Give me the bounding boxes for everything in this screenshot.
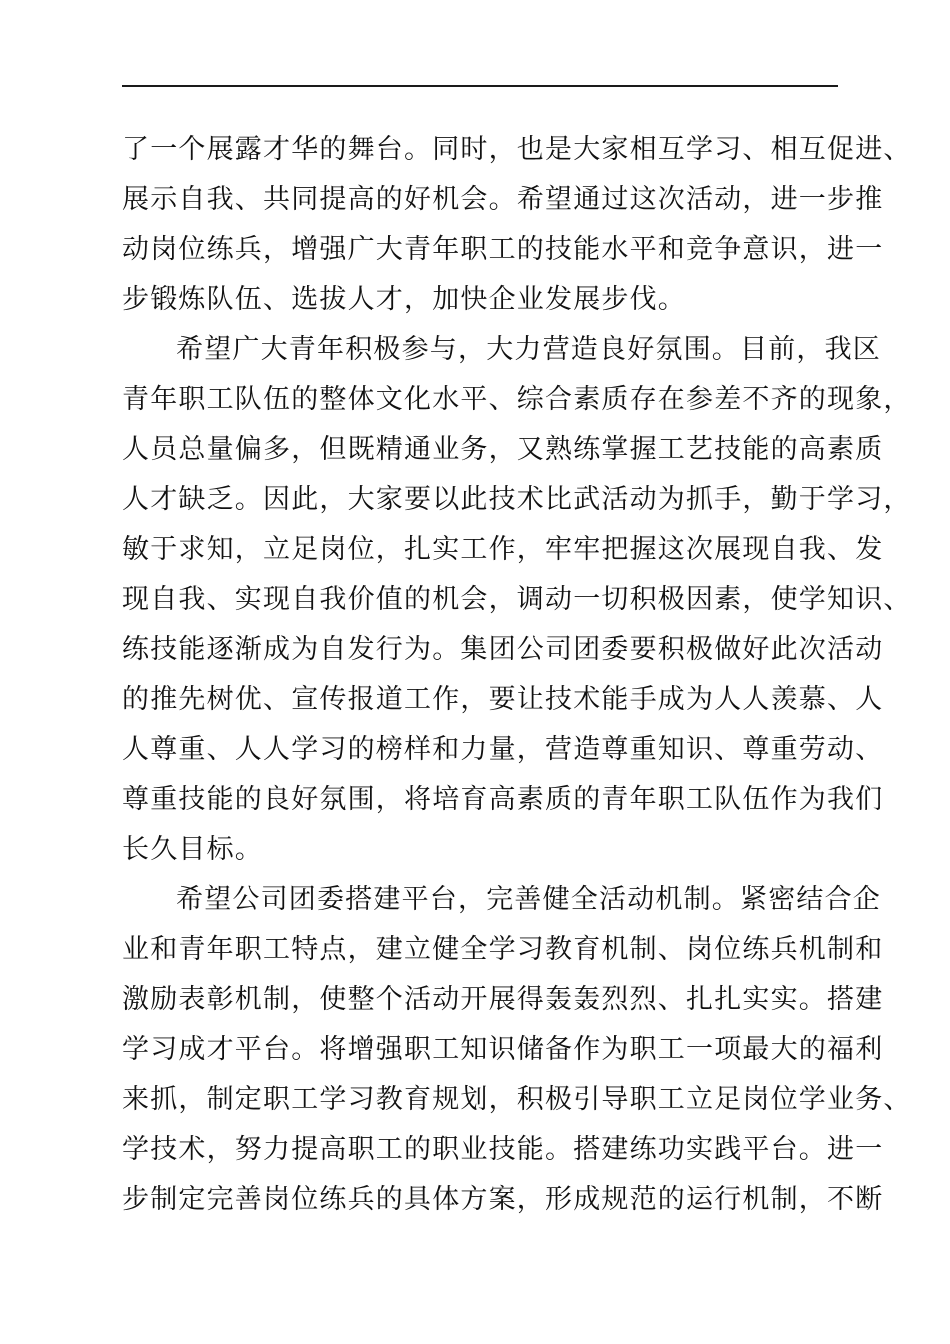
text-line: 现自我、实现自我价值的机会，调动一切积极因素，使学知识、 [122,584,912,615]
text-line: 动岗位练兵，增强广大青年职工的技能水平和竞争意识，进一 [122,234,884,265]
text-line: 人才缺乏。因此，大家要以此技术比武活动为抓手，勤于学习， [122,484,912,515]
text-line: 了一个展露才华的舞台。同时，也是大家相互学习、相互促进、 [122,134,912,165]
text-line: 人员总量偏多，但既精通业务，又熟练掌握工艺技能的高素质 [122,434,884,465]
text-line: 来抓，制定职工学习教育规划，积极引导职工立足岗位学业务、 [122,1084,912,1115]
text-line: 步锻炼队伍、选拔人才，加快企业发展步伐。 [122,284,686,315]
text-line: 学习成才平台。将增强职工知识储备作为职工一项最大的福利 [122,1034,884,1065]
text-line: 长久目标。 [122,834,263,865]
text-line: 人尊重、人人学习的榜样和力量，营造尊重知识、尊重劳动、 [122,734,884,765]
text-line: 学技术，努力提高职工的职业技能。搭建练功实践平台。进一 [122,1134,884,1165]
text-line: 业和青年职工特点，建立健全学习教育机制、岗位练兵机制和 [122,934,884,965]
paragraph-start-line: 希望公司团委搭建平台，完善健全活动机制。紧密结合企 [176,884,881,915]
header-rule [122,85,838,87]
text-line: 敏于求知，立足岗位，扎实工作，牢牢把握这次展现自我、发 [122,534,884,565]
text-line: 尊重技能的良好氛围，将培育高素质的青年职工队伍作为我们 [122,784,884,815]
text-line: 展示自我、共同提高的好机会。希望通过这次活动，进一步推 [122,184,884,215]
text-line: 步制定完善岗位练兵的具体方案，形成规范的运行机制，不断 [122,1184,884,1215]
text-line: 的推先树优、宣传报道工作，要让技术能手成为人人羡慕、人 [122,684,884,715]
text-line: 激励表彰机制，使整个活动开展得轰轰烈烈、扎扎实实。搭建 [122,984,884,1015]
text-line: 青年职工队伍的整体文化水平、综合素质存在参差不齐的现象， [122,384,912,415]
body-text [122,125,912,1225]
text-line: 练技能逐渐成为自发行为。集团公司团委要积极做好此次活动 [122,634,884,665]
paragraph-start-line: 希望广大青年积极参与，大力营造良好氛围。目前，我区 [176,334,881,365]
